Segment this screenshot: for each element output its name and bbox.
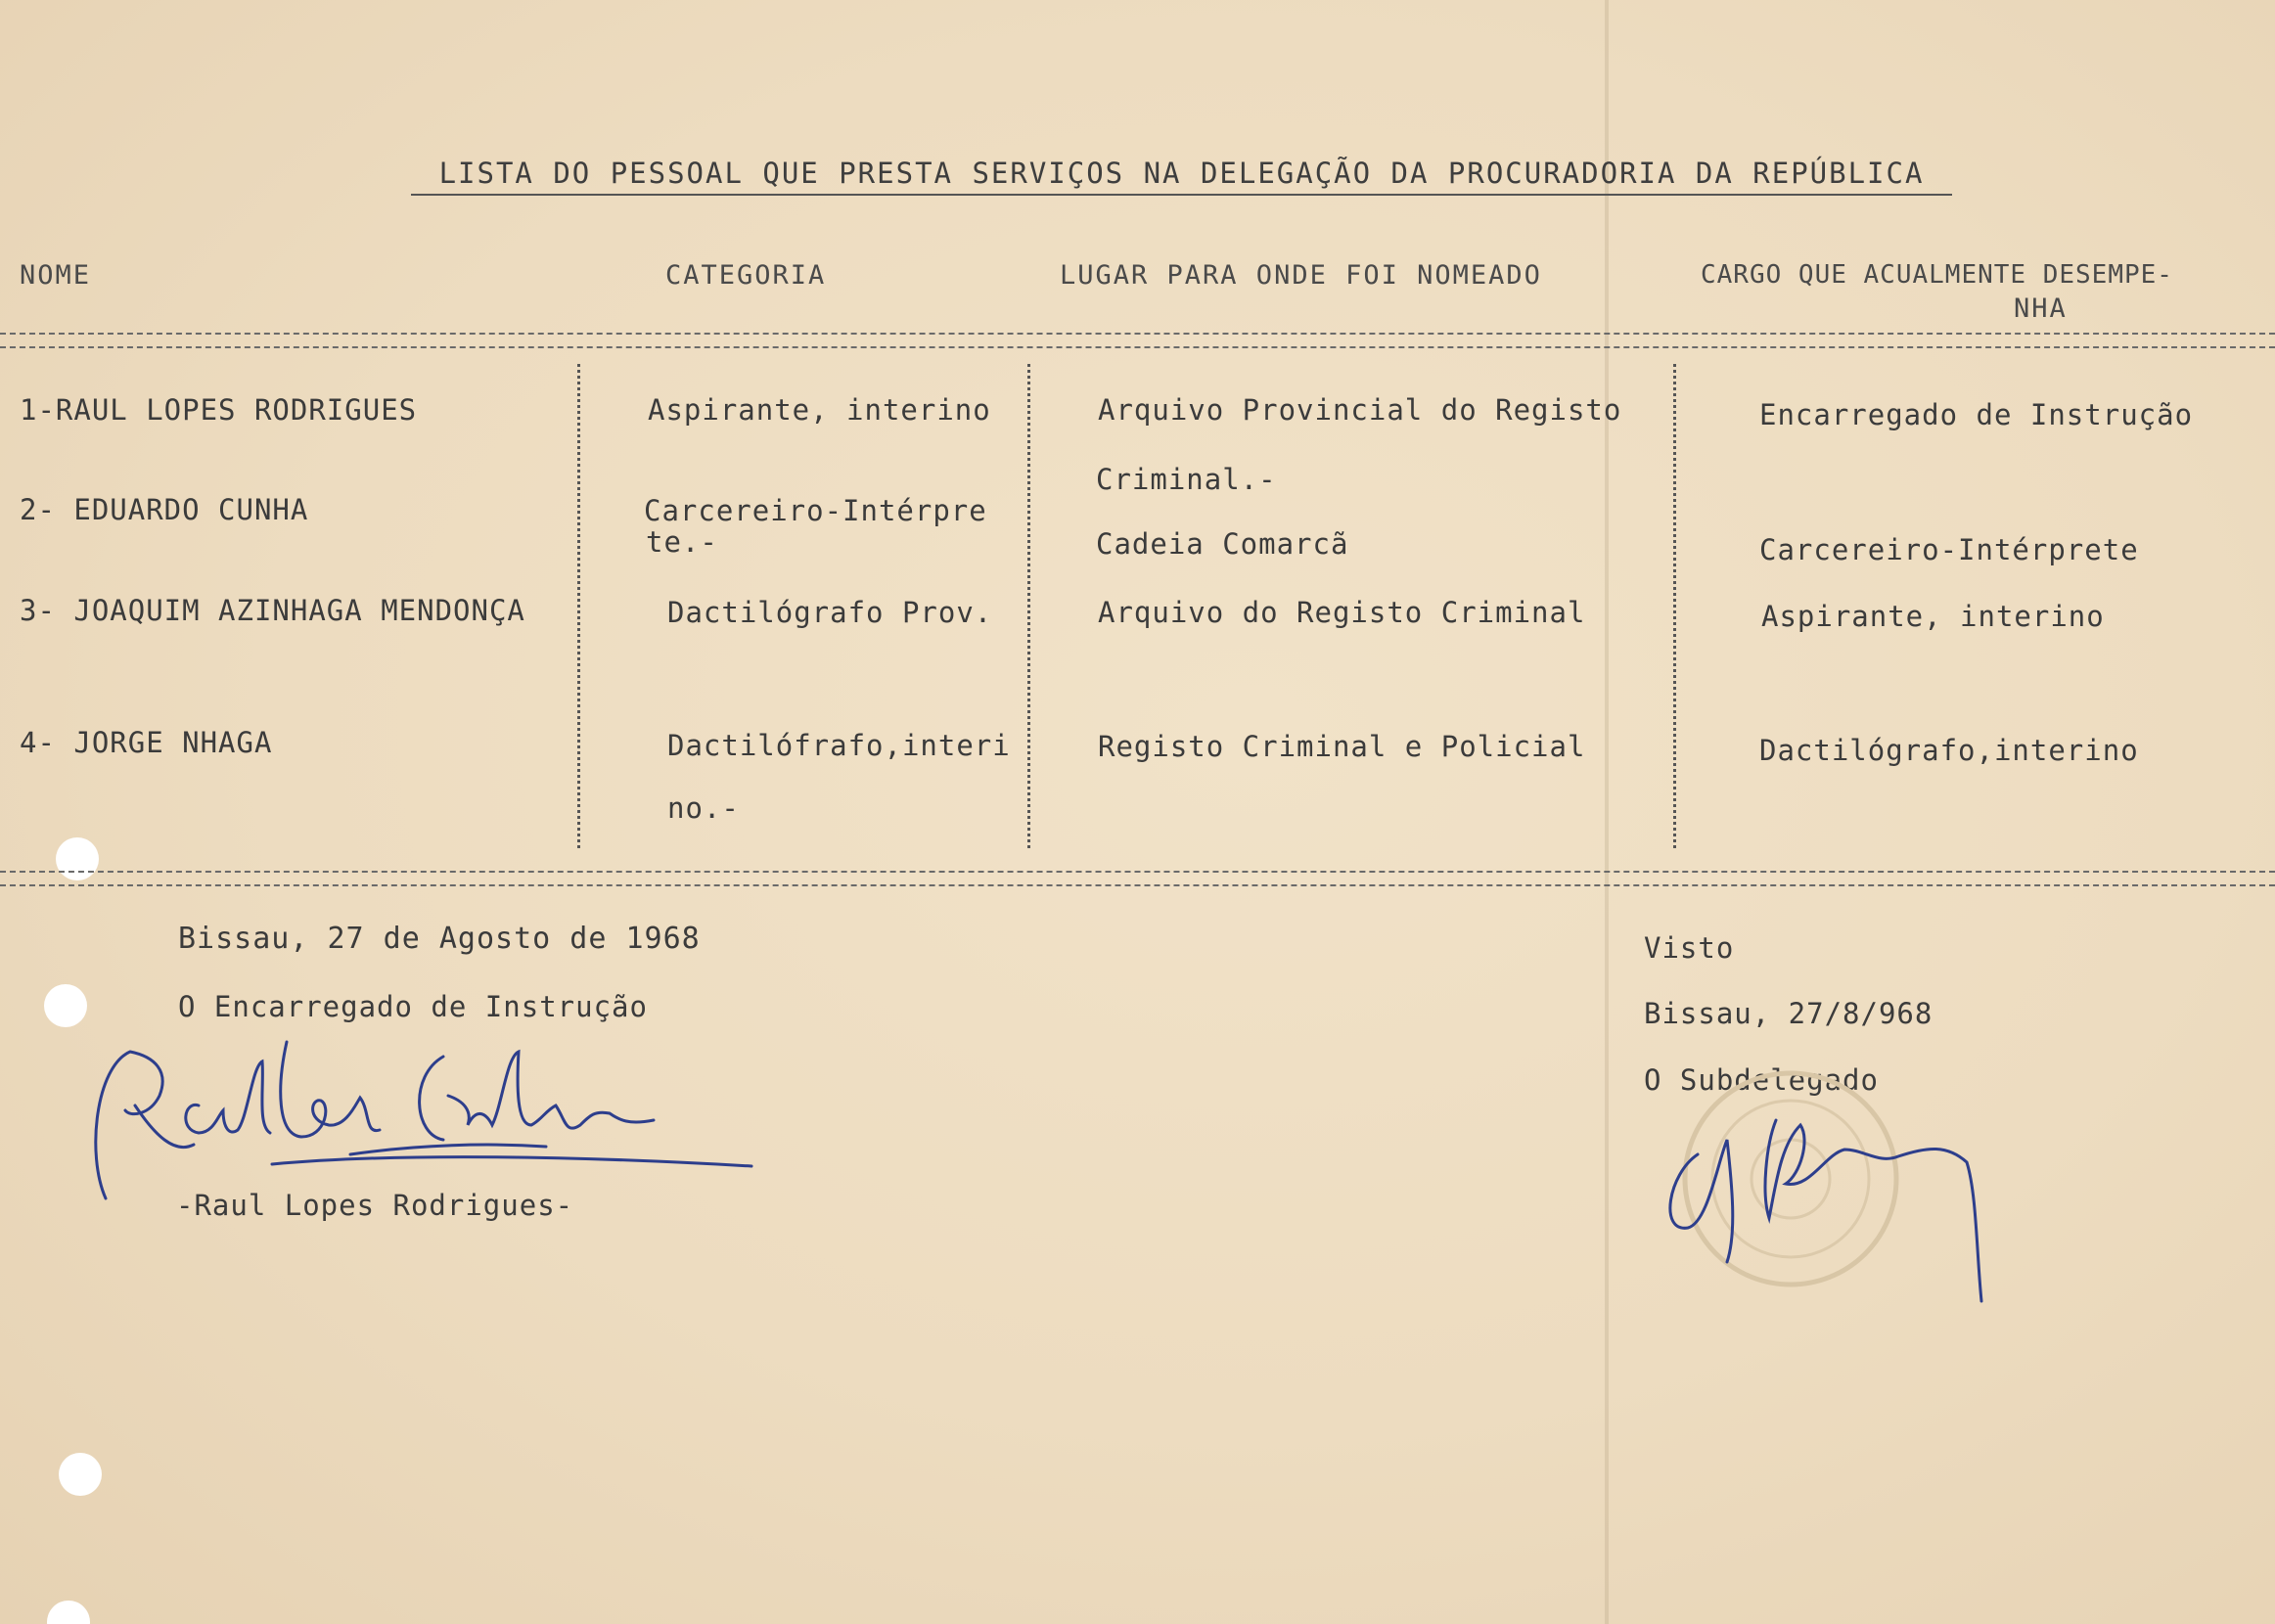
row-3-lugar: Arquivo do Registo Criminal (1098, 596, 1586, 629)
column-separator (1027, 364, 1030, 848)
row-2-categoria-line2: te.- (646, 525, 718, 559)
row-3-cargo: Aspirante, interino (1761, 600, 2105, 633)
header-cargo-line2: NHA (2014, 293, 2068, 324)
header-cargo-line1: CARGO QUE ACUALMENTE DESEMPE- (1701, 260, 2173, 290)
punch-hole (59, 1453, 102, 1496)
signature-right (1654, 1096, 2035, 1311)
row-4-categoria-line1: Dactilófrafo,interi (667, 729, 1011, 762)
footer-visto: Visto (1644, 931, 1735, 965)
row-1-lugar-line2: Criminal.- (1096, 463, 1277, 496)
header-lugar: LUGAR PARA ONDE FOI NOMEADO (1060, 260, 1542, 291)
row-2-lugar: Cadeia Comarcã (1096, 527, 1349, 561)
footer-role-left: O Encarregado de Instrução (178, 990, 648, 1023)
footer-name-left: -Raul Lopes Rodrigues- (176, 1189, 574, 1222)
row-4-lugar: Registo Criminal e Policial (1098, 730, 1586, 763)
punch-hole (47, 1601, 90, 1624)
header-categoria: CATEGORIA (665, 260, 827, 291)
row-1-nome: 1-RAUL LOPES RODRIGUES (20, 393, 418, 427)
footer-date-right: Bissau, 27/8/968 (1644, 997, 1934, 1030)
table-bottom-rule (0, 871, 2275, 886)
footer-role-right: O Subdelegado (1644, 1063, 1879, 1097)
header-nome: NOME (20, 260, 92, 291)
row-1-lugar-line1: Arquivo Provincial do Registo (1098, 393, 1622, 427)
row-4-nome: 4- JORGE NHAGA (20, 726, 273, 759)
row-4-cargo: Dactilógrafo,interino (1759, 734, 2139, 767)
row-2-nome: 2- EDUARDO CUNHA (20, 493, 309, 526)
row-1-cargo: Encarregado de Instrução (1759, 398, 2194, 431)
document-title: LISTA DO PESSOAL QUE PRESTA SERVIÇOS NA DELEGAÇÃO DA PROCURADORIA DA REPÚBLICA (411, 157, 1952, 196)
column-separator (577, 364, 580, 848)
header-rule (0, 333, 2275, 348)
row-2-cargo: Carcereiro-Intérprete (1759, 533, 2139, 566)
row-1-categoria: Aspirante, interino (648, 393, 991, 427)
paper-fold (1605, 0, 1609, 1624)
punch-hole (44, 984, 87, 1027)
column-separator (1673, 364, 1676, 848)
row-3-nome: 3- JOAQUIM AZINHAGA MENDONÇA (20, 594, 525, 627)
footer-date-left: Bissau, 27 de Agosto de 1968 (178, 922, 701, 956)
row-2-categoria-line1: Carcereiro-Intérpre (644, 494, 987, 527)
row-4-categoria-line2: no.- (667, 791, 740, 825)
row-3-categoria: Dactilógrafo Prov. (667, 596, 993, 629)
